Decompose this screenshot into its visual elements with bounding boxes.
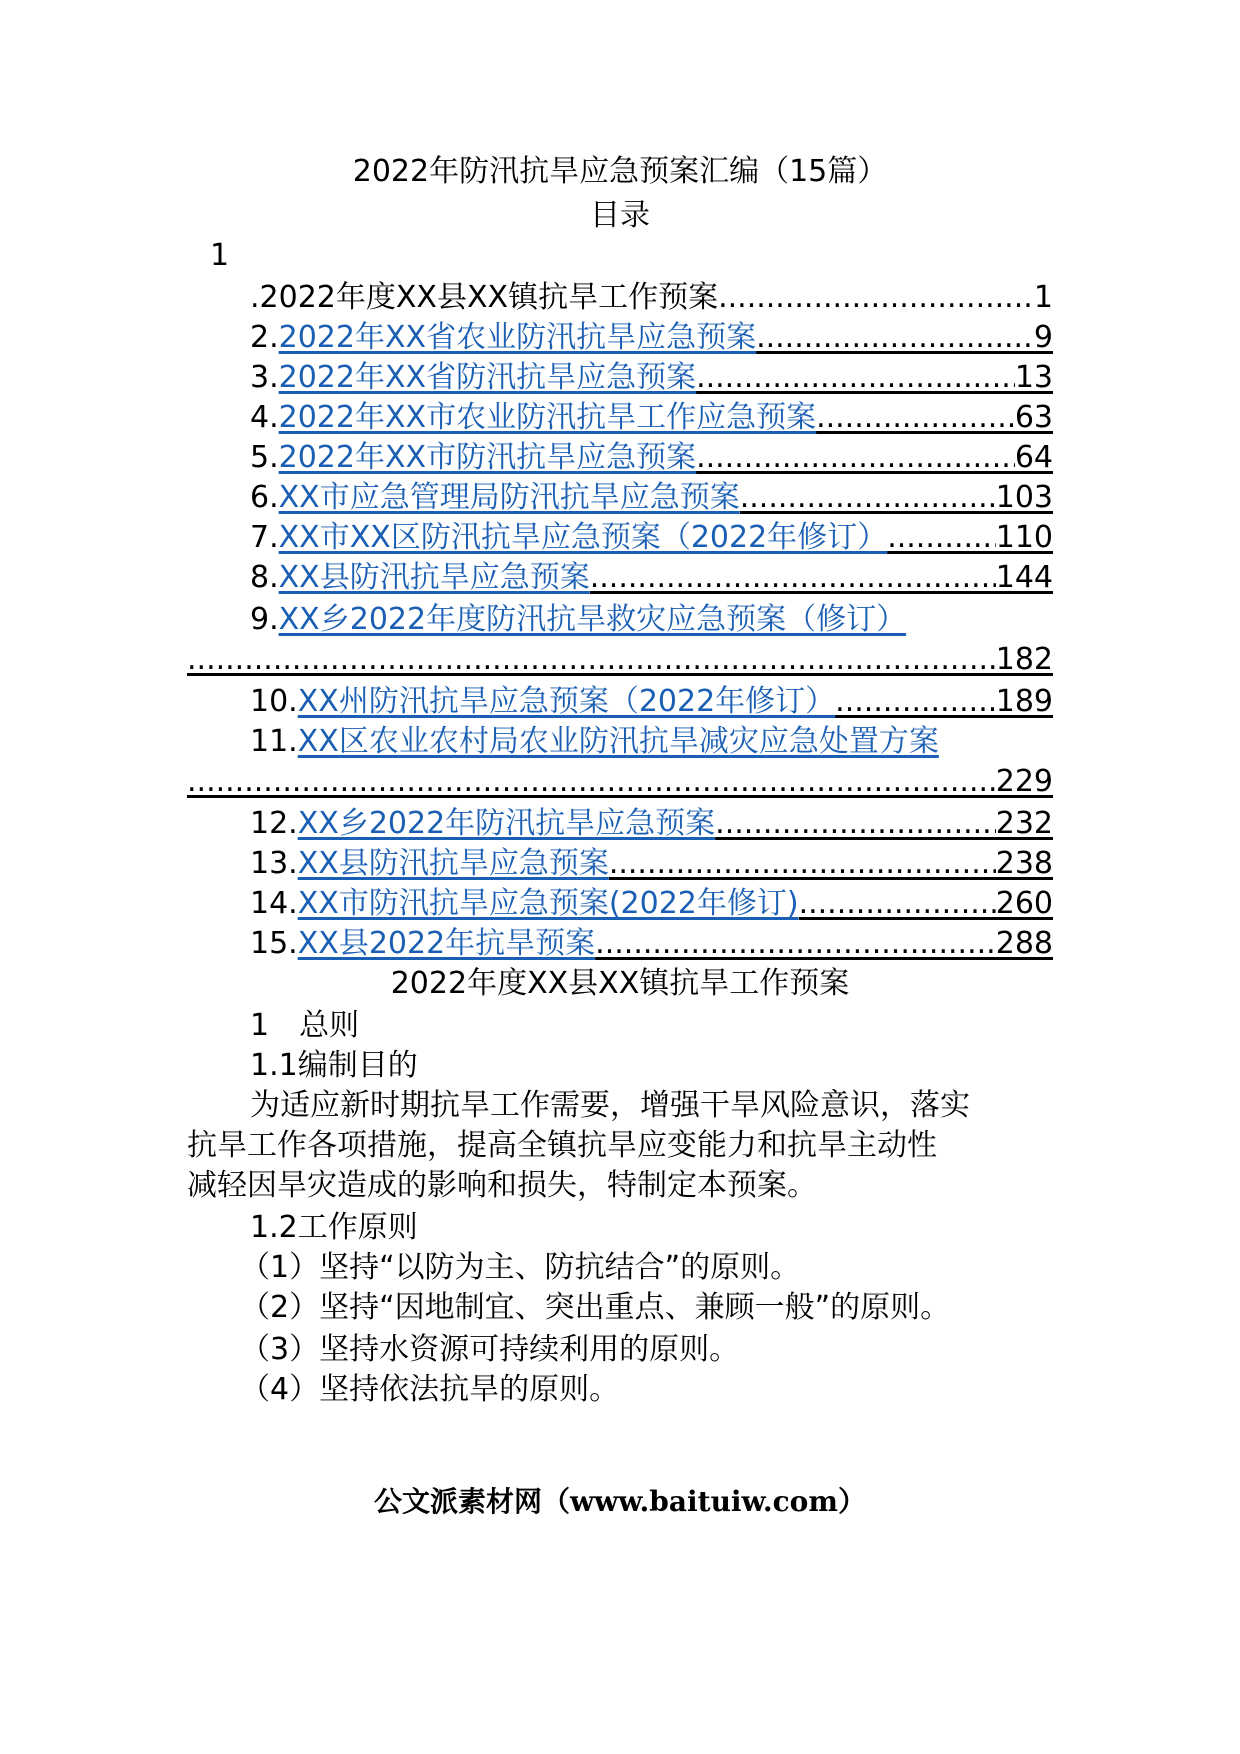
toc-entry-link[interactable]: XX市XX区防汛抗旱应急预案（2022年修订） [278, 520, 888, 555]
toc-leader-dots [816, 398, 1015, 438]
paragraph-line: 减轻因旱灾造成的影响和损失，特制定本预案。 [187, 1168, 817, 1203]
toc-entry-link[interactable]: XX市应急管理局防汛抗旱应急预案 [278, 480, 740, 515]
toc-entry-number: 7. [250, 520, 279, 555]
heading-general: 1 总则 [250, 1008, 360, 1043]
toc-entry-15[interactable] [250, 924, 1053, 964]
toc-entry-6[interactable] [250, 478, 1053, 518]
toc-entry-link[interactable]: 2022年XX市防汛抗旱应急预案 [278, 440, 697, 475]
toc-entry-number: 10. [250, 684, 298, 719]
toc-entry-number: 15. [250, 926, 298, 961]
toc-entry-number: 2. [250, 320, 279, 355]
toc-page-number: 103 [995, 480, 1053, 515]
toc-leader-dots [835, 682, 996, 722]
principle-item: （4）坚持依法抗旱的原则。 [240, 1372, 620, 1407]
footer-watermark: 公文派素材网（www.baituiw.com） [374, 1485, 866, 1518]
toc-entry-11-continuation [187, 762, 1053, 802]
toc-entry-9-continuation [187, 640, 1053, 680]
toc-entry-11[interactable] [250, 722, 1053, 762]
toc-page-number: 13 [1014, 360, 1053, 395]
toc-first-number: 1 [210, 238, 230, 273]
toc-entry-link[interactable]: 2022年XX省农业防汛抗旱应急预案 [278, 320, 757, 355]
toc-entry-number: 13. [250, 846, 298, 881]
toc-entry-link[interactable]: XX州防汛抗旱应急预案（2022年修订） [297, 684, 836, 719]
principle-item: （3）坚持水资源可持续利用的原则。 [240, 1332, 740, 1367]
toc-entry-number: 12. [250, 806, 298, 841]
toc-entry-title: .2022年度XX县XX镇抗旱工作预案 [250, 280, 719, 315]
toc-leader-dots [696, 438, 1015, 478]
toc-entry-link[interactable]: 2022年XX省防汛抗旱应急预案 [278, 360, 697, 395]
toc-leader-dots [609, 844, 996, 884]
toc-entry-link[interactable]: XX县防汛抗旱应急预案 [278, 560, 590, 595]
toc-entry-13[interactable] [250, 844, 1053, 884]
toc-entry-number: 6. [250, 480, 279, 515]
toc-entry-number: 9. [250, 602, 279, 637]
toc-entry-5[interactable] [250, 438, 1053, 478]
toc-page-number: 110 [995, 520, 1053, 555]
toc-leader-dots [799, 884, 996, 924]
document-title: 2022年防汛抗旱应急预案汇编（15篇） [352, 154, 888, 189]
toc-entry-link[interactable]: XX乡2022年防汛抗旱应急预案 [297, 806, 716, 841]
toc-leader-dots [595, 924, 996, 964]
toc-page-number: 288 [995, 926, 1053, 961]
toc-leader-dots [187, 640, 996, 680]
toc-entry-link[interactable]: XX区农业农村局农业防汛抗旱减灾应急处置方案 [297, 724, 939, 759]
toc-page-number: 63 [1014, 400, 1053, 435]
toc-entry-1[interactable] [250, 278, 1053, 318]
principle-item: （2）坚持“因地制宜、突出重点、兼顾一般”的原则。 [240, 1290, 951, 1325]
toc-entry-link[interactable]: XX市防汛抗旱应急预案(2022年修订) [297, 886, 799, 921]
toc-entry-2[interactable] [250, 318, 1053, 358]
paragraph-line: 抗旱工作各项措施，提高全镇抗旱应变能力和抗旱主动性 [187, 1128, 937, 1163]
toc-entry-14[interactable] [250, 884, 1053, 924]
toc-leader-dots [887, 518, 996, 558]
toc-page-number: 232 [995, 806, 1053, 841]
toc-leader-dots [696, 358, 1015, 398]
heading-principles: 1.2工作原则 [250, 1210, 418, 1245]
toc-page-number: 229 [995, 764, 1053, 799]
paragraph-line: 为适应新时期抗旱工作需要，增强干旱风险意识，落实 [250, 1088, 970, 1123]
toc-entry-link[interactable]: XX县防汛抗旱应急预案 [297, 846, 609, 881]
toc-leader-dots [715, 804, 996, 844]
toc-page-number: 144 [995, 560, 1053, 595]
toc-page-number: 64 [1014, 440, 1053, 475]
toc-entry-link[interactable]: XX乡2022年度防汛抗旱救灾应急预案（修订） [278, 602, 907, 637]
toc-leader-dots [756, 318, 1034, 358]
toc-entry-10[interactable] [250, 682, 1053, 722]
toc-entry-number: 14. [250, 886, 298, 921]
toc-page-number: 260 [995, 886, 1053, 921]
toc-entry-3[interactable] [250, 358, 1053, 398]
toc-entry-number: 11. [250, 724, 298, 759]
toc-entry-number: 5. [250, 440, 279, 475]
toc-page-number: 189 [995, 684, 1053, 719]
toc-entry-link[interactable]: 2022年XX市农业防汛抗旱工作应急预案 [278, 400, 817, 435]
section-title: 2022年度XX县XX镇抗旱工作预案 [390, 966, 850, 1001]
toc-entry-8[interactable] [250, 558, 1053, 598]
toc-page-number: 9 [1033, 320, 1053, 355]
principle-item: （1）坚持“以防为主、防抗结合”的原则。 [240, 1250, 801, 1285]
toc-leader-dots [187, 762, 996, 802]
toc-entry-12[interactable] [250, 804, 1053, 844]
toc-page-number: 182 [995, 642, 1053, 677]
toc-leader-dots [740, 478, 996, 518]
toc-entry-4[interactable] [250, 398, 1053, 438]
toc-page-number: 1 [1033, 280, 1053, 315]
toc-page-number: 238 [995, 846, 1053, 881]
toc-leader-dots [590, 558, 996, 598]
toc-entry-number: 8. [250, 560, 279, 595]
toc-entry-number: 4. [250, 400, 279, 435]
toc-entry-number: 3. [250, 360, 279, 395]
toc-heading: 目录 [590, 198, 650, 233]
toc-entry-9[interactable] [250, 600, 1053, 640]
heading-purpose: 1.1编制目的 [250, 1048, 418, 1083]
toc-entry-7[interactable] [250, 518, 1053, 558]
toc-leader-dots [718, 278, 1034, 318]
toc-entry-link[interactable]: XX县2022年抗旱预案 [297, 926, 596, 961]
